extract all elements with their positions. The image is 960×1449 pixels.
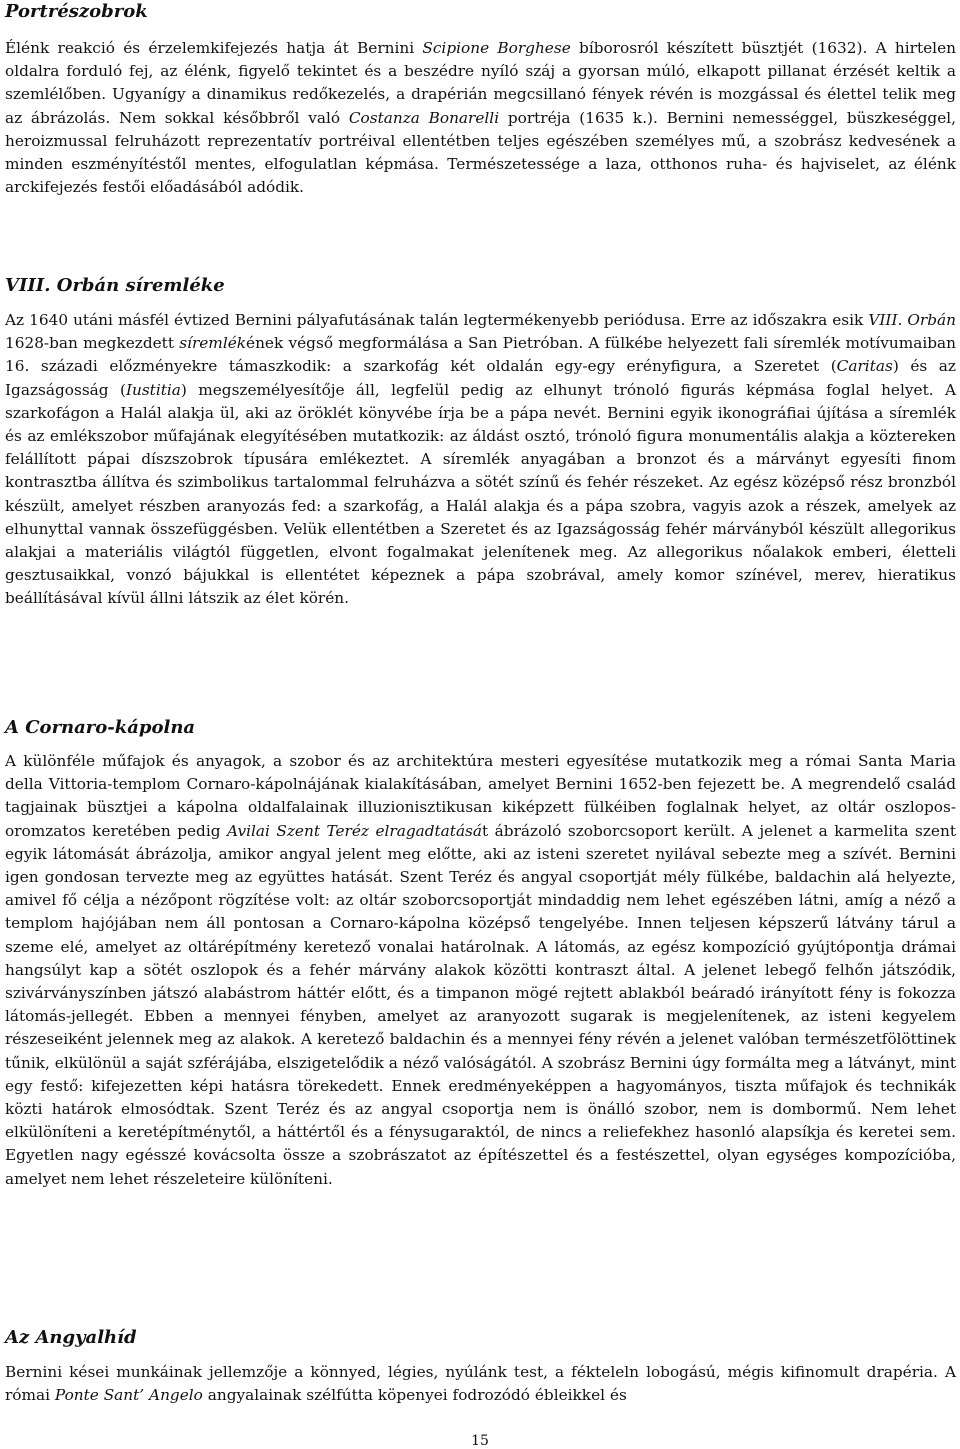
italic-text-run: síremlék [179, 334, 247, 353]
section-paragraph-cornaro-chapel [5, 750, 956, 1191]
text-run: ) megszemélyesítője áll, legfelül pedig az elhunyt trónoló figurás képmása foglal helyet. A szarkofágon a Halál alakja ül, aki az öröklét könyvébe írja be a pápa nevét. Bernini egyik ikonográfiai újítása a síremlék és az emlékszobor műfajának elegyítésében mutatkozik: az áldást osztó, trónoló figura monumentális alakja a köztereken felállított pápai díszszobrok típusára emlékeztet. A síremlék anyagában a bronzot és a márványt egyesíti finom kontrasztba állítva és szimbolikus tartalommal felruházva a sötét színű és fehér részeket. Az egész középső rész bronzból készült, amelyet részben aranyozás fed: a szarkofág, a Halál alakja és a pápa szobra, vagyis azok a részek, amelyek az elhunyttal vannak összefüggésben. Velük ellentétben a Szeretet és az Igazságosság fehér márványból készült allegorikus alakjai a materiális világtól független, elvont fogalmakat jelenítenek meg. Az allegorikus nőalakok emberi, életteli gesztusaikkal, vonzó bájukkal is ellentétet képeznek a pápa szobrával, amely komor színével, merev, hieratikus beállításával kívül állni látszik az élet körén. [5, 380, 956, 608]
italic-text-run: Iustitia [125, 380, 181, 399]
section-paragraph-urban-tomb [5, 309, 956, 611]
section-heading-angel-bridge: Az Angyalhíd [5, 1327, 137, 1348]
italic-text-run: Costanza Bonarelli [348, 108, 500, 127]
text-run: Az 1640 utáni másfél évtized Bernini pályafutásának talán legtermékenyebb periódusa. Erre az időszakra esik [5, 311, 869, 329]
section-paragraph-portrait-sculptures [5, 37, 956, 199]
italic-text-run: Caritas [836, 357, 893, 376]
text-run: angyalainak szélfútta köpenyei fodrozódó ébleikkel és [202, 1386, 627, 1405]
italic-text-run: Avilai Szent Teréz elragadtatásá [227, 821, 483, 840]
text-run: t ábrázoló szoborcsoport került. A jelenet a karmelita szent egyik látomását ábrázolja, amikor angyal jelent meg előtte, aki az isteni szeretet nyilával sebezte meg a szívét. Bernini igen gondosan tervezte meg az együttes hatását. Szent Teréz és angyal csoportját mély fülkébe, baldachin alá helyezte, amivel fő célja a nézőpont rögzítése volt: az oltár szoborcsoportját mindaddig nem lehet egészében látni, amíg a néző a templom hajójában nem áll pontosan a Cornaro-kápolna középső tengelyébe. Innen teljesen képszerű látvány tárul a szeme elé, amelyet az oltárépítmény keretező vonalai határolnak. A látomás, az egész kompozíció gyújtópontja drámai hangsúlyt kap a sötét oszlopok és a fehér márvány alakok közötti kontraszt által. A jelenet lebegő felhőn játszódik, szivárványszínben játszó alabástrom háttér előtt, és a timpanon mögé rejtett ablakból beáradó irányított fény is fokozza látomás-jellegét. Ebben a mennyei fényben, amelyet az aranyozott sugarak is megjelenítenek, az isteni kegyelem részeseiként jelennek meg az alakok. A keretező baldachin és a mennyei fény révén a jelenet valóban természetfölöttinek tűnik, elkülönül a saját szférájába, elszigetelődik a néző valóságától. A szobrász Bernini úgy formálta meg a látványt, mint egy festő: kifejezetten képi hatásra törekedett. Ennek eredményeképpen a hagyományos, tiszta műfajok és technikák közti határok elmosódtak. Szent Teréz és az angyal csoportja nem is önálló szobor, nem is dombormű. Nem lehet elkülöníteni a keretépítménytől, a háttértől és a fénysugaraktól, de nincs a reliefekhez hasonló alapsíkja és keretei sem. Egyetlen nagy egésszé kovácsolta össze a szobrászatot az építészettel és a festészettel, olyan egységes kompozícióba, amelyet nem lehet részeleteire különíteni. [5, 821, 956, 1188]
italic-text-run: Scipione Borghese [422, 39, 571, 57]
section-heading-urban-tomb: VIII. Orbán síremléke [5, 275, 225, 296]
text-run: ) és az Igazságosság ( [5, 357, 956, 399]
text-run: Élénk reakció és érzelemkifejezés hatja át Bernini [5, 39, 423, 57]
text-run: 1628-ban megkezdett [5, 334, 180, 353]
text-run: ének végső megformálása a San Pietróban. A fülkébe helyezett fali síremlék motívumaiban 16. századi előzményekre támaszkodik: a szarkofág két oldalán egy-egy erényfigura, a Szeretet ( [5, 334, 956, 376]
section-heading-cornaro-chapel: A Cornaro-kápolna [5, 717, 196, 738]
section-paragraph-angel-bridge [5, 1361, 956, 1407]
section-heading-portrait-sculptures: Portrészobrok [5, 1, 148, 22]
italic-text-run: VIII. Orbán [868, 311, 956, 329]
text-run: bíborosról készített büsztjét (1632). A hirtelen oldalra forduló fej, az élénk, figyelő tekintet és a beszédre nyíló száj a gyorsan múló, elkapott pillanat érzését keltik a szemlélőben. Ugyanígy a dinamikus redőkezelés, a drapérián megcsillanó fények révén is mozgással és élettel telik meg az ábrázolás. Nem sokkal későbbről való [5, 39, 956, 127]
text-run: A különféle műfajok és anyagok, a szobor és az architektúra mesteri egyesítése mutatkozik meg a római Santa Maria della Vittoria-templom Cornaro-kápolnájának kialakításában, amelyet Bernini 1652-ben fejezett be. A megrendelő család tagjainak büsztjei a kápolna oldalfalainak illuzionisztikusan kiképzett fülkéiben foglalnak helyet, az oltár oszlopos-oromzatos keretében pedig [5, 752, 956, 840]
text-run: Bernini kései munkáinak jellemzője a könnyed, légies, nyúlánk test, a fékteleln lobogású, mégis kifinomult drapéria. A római [5, 1363, 956, 1405]
page-number: 15 [471, 1433, 489, 1449]
text-run: portréja (1635 k.). Bernini nemességgel, büszkeséggel, heroizmussal felruházott reprezentatív portréival ellentétben teljes egészében személyes mű, a szobrász kedvesének a minden eszményítéstől mentes, elfogulatlan képmása. Természetessége a laza, otthonos ruha- és hajviselet, az élénk arckifejezés festői előadásából adódik. [5, 108, 957, 197]
italic-text-run: Ponte Sant’ Angelo [54, 1386, 203, 1405]
